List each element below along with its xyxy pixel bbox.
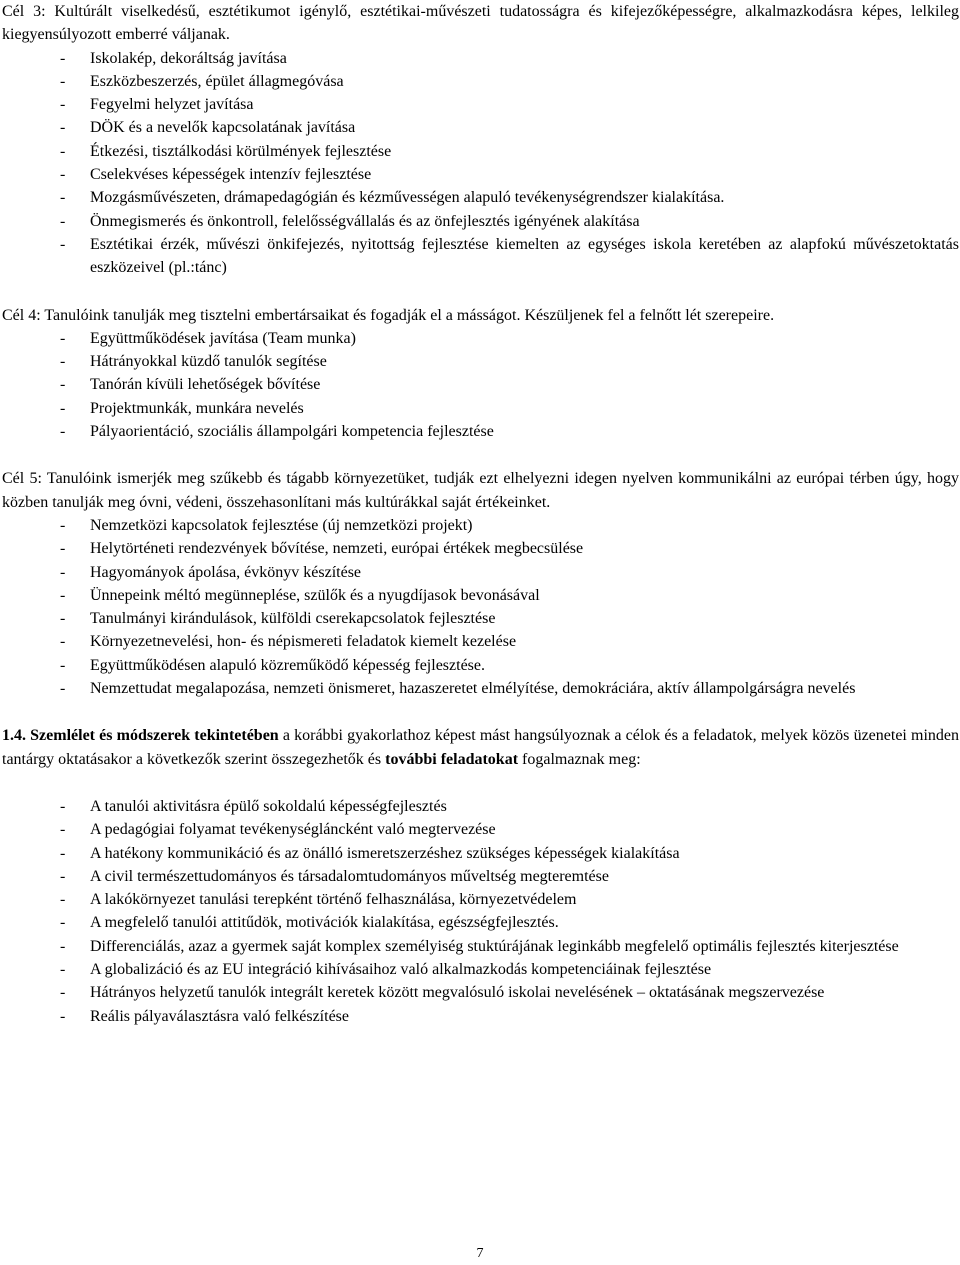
list-item	[2, 397, 959, 420]
list-item	[2, 888, 959, 911]
list-item	[2, 795, 959, 818]
list-item	[2, 327, 959, 350]
list-item	[2, 654, 959, 677]
list-item-text: Tanórán kívüli lehetőségek bővítése	[90, 376, 321, 394]
bullet-dash: -	[60, 844, 66, 862]
bullet-dash: -	[60, 353, 66, 371]
bullet-dash: -	[60, 984, 66, 1002]
list-item	[2, 1005, 959, 1028]
section-bold-b: további feladatokat	[385, 750, 519, 768]
bullet-dash: -	[60, 189, 66, 207]
bullet-dash: -	[60, 399, 66, 417]
list-item-text: Ünnepeink méltó megünneplése, szülők és a nyugdíjasok bevonásával	[90, 586, 540, 604]
list-item	[2, 210, 959, 233]
list-item-text: DÖK és a nevelők kapcsolatának javítása	[90, 119, 356, 137]
list-item	[2, 677, 959, 700]
list-item	[2, 233, 959, 280]
list-item	[2, 70, 959, 93]
bullet-dash: -	[60, 821, 66, 839]
list-item	[2, 514, 959, 537]
list-item	[2, 47, 959, 70]
spacer	[2, 443, 959, 467]
list-item-text: Nemzetközi kapcsolatok fejlesztése (új nemzetközi projekt)	[90, 516, 473, 534]
list-item	[2, 420, 959, 443]
list-item-text: Mozgásművészeten, drámapedagógián és kézművességen alapuló tevékenységrendszer kialakítása.	[90, 189, 725, 207]
list-item-text: Önmegismerés és önkontroll, felelősségvállalás és az önfejlesztés igényének alakítása	[90, 212, 640, 230]
list-item-text: Együttműködésen alapuló közreműködő képesség fejlesztése.	[90, 656, 485, 674]
list-item-text: A megfelelő tanulói attitűdök, motivációk kialakítása, egészségfejlesztés.	[90, 914, 559, 932]
list-item	[2, 584, 959, 607]
bullet-dash: -	[60, 914, 66, 932]
bullet-dash: -	[60, 867, 66, 885]
section-text-a: a korábbi gyakorlathoz képest mást hangsúlyoznak a célok és a feladatok, melyek közös üzenetei minden tantárgy oktatásakor a következők szerint összegezhetők és	[2, 727, 960, 768]
list-item-text: Hátrányokkal küzdő tanulók segítése	[90, 353, 327, 371]
list-item	[2, 163, 959, 186]
list-item	[2, 630, 959, 653]
bullet-dash: -	[60, 142, 66, 160]
bullet-dash: -	[60, 680, 66, 698]
list-item-text: Reális pályaválasztásra való felkészítése	[90, 1007, 349, 1025]
list-item-text: A pedagógiai folyamat tevékenységláncként való megtervezése	[90, 821, 496, 839]
list-item-text: Étkezési, tisztálkodási körülmények fejlesztése	[90, 142, 392, 160]
bullet-dash: -	[60, 960, 66, 978]
document-page	[2, 0, 959, 1028]
list-item	[2, 116, 959, 139]
section-number: 1.4.	[2, 727, 26, 745]
list-item	[2, 935, 959, 958]
list-item	[2, 93, 959, 116]
list-item-text: Eszközbeszerzés, épület állagmegóvása	[90, 72, 344, 90]
bullet-dash: -	[60, 656, 66, 674]
list-item	[2, 350, 959, 373]
spacer	[2, 700, 959, 724]
list-item-text: Iskolakép, dekoráltság javítása	[90, 49, 287, 67]
section-heading: Szemlélet és módszerek tekintetében	[30, 727, 279, 745]
section-text-c: fogalmaznak meg:	[518, 750, 641, 768]
list-item-text: A civil természettudományos és társadalomtudományos műveltség megteremtése	[90, 867, 609, 885]
list-item-text: Hátrányos helyzetű tanulók integrált keretek között megvalósuló iskolai nevelésének – oktatásának megszervezése	[90, 984, 825, 1002]
list-item-text: Tanulmányi kirándulások, külföldi cserekapcsolatok fejlesztése	[90, 610, 496, 628]
list-item-text: A globalizáció és az EU integráció kihívásaihoz való alkalmazkodás kompetenciáinak fejlesztése	[90, 960, 712, 978]
bullet-dash: -	[60, 49, 66, 67]
spacer	[2, 280, 959, 304]
list-item	[2, 981, 959, 1004]
list-item	[2, 186, 959, 209]
goal-4-intro: Cél 4: Tanulóink tanulják meg tisztelni embertársaikat és fogadják el a másságot. Készüljenek fel a felnőtt lét szerepeire.	[2, 306, 775, 324]
bullet-dash: -	[60, 72, 66, 90]
bullet-dash: -	[60, 633, 66, 651]
bullet-dash: -	[60, 891, 66, 909]
goal-3-intro: Cél 3: Kultúrált viselkedésű, esztétikumot igénylő, esztétikai-művészeti tudatosságra és kifejezőképességre, alkalmazkodásra képes, lelkileg kiegyensúlyozott emberré váljanak.	[2, 3, 959, 44]
bullet-dash: -	[60, 937, 66, 955]
bullet-dash: -	[60, 797, 66, 815]
bullet-dash: -	[60, 1007, 66, 1025]
section-1-4-list	[2, 795, 959, 1028]
list-item-text: A tanulói aktivitásra épülő sokoldalú képességfejlesztés	[90, 797, 447, 815]
list-item-text: A lakókörnyezet tanulási terepként történő felhasználása, környezetvédelem	[90, 891, 577, 909]
list-item	[2, 607, 959, 630]
list-item-text: Cselekvéses képességek intenzív fejlesztése	[90, 166, 372, 184]
list-item	[2, 537, 959, 560]
bullet-dash: -	[60, 96, 66, 114]
list-item-text: Differenciálás, azaz a gyermek saját komplex személyiség stuktúrájának leginkább megfelelő optimális fejlesztés kiterjesztése	[90, 937, 899, 955]
list-item-text: Fegyelmi helyzet javítása	[90, 96, 254, 114]
list-item-text: A hatékony kommunikáció és az önálló ismeretszerzéshez szükséges képességek kialakítása	[90, 844, 680, 862]
goal-5-intro: Cél 5: Tanulóink ismerjék meg szűkebb és tágabb környezetüket, tudják ezt elhelyezni idegen nyelven kommunikálni az európai térben úgy, hogy közben tanulják meg óvni, védeni, összehasonlítani más kultúrákkal saját értékeinket.	[2, 470, 959, 511]
bullet-dash: -	[60, 212, 66, 230]
bullet-dash: -	[60, 119, 66, 137]
goal-4-list	[2, 327, 959, 443]
list-item-text: Környezetnevelési, hon- és népismereti feladatok kiemelt kezelése	[90, 633, 517, 651]
bullet-dash: -	[60, 376, 66, 394]
list-item	[2, 911, 959, 934]
list-item-text: Hagyományok ápolása, évkönyv készítése	[90, 563, 362, 581]
list-item-text: Helytörténeti rendezvények bővítése, nemzeti, európai értékek megbecsülése	[90, 540, 584, 558]
list-item	[2, 958, 959, 981]
bullet-dash: -	[60, 166, 66, 184]
page-number: 7	[476, 1246, 484, 1261]
list-item	[2, 373, 959, 396]
bullet-dash: -	[60, 329, 66, 347]
bullet-dash: -	[60, 563, 66, 581]
bullet-dash: -	[60, 423, 66, 441]
bullet-dash: -	[60, 610, 66, 628]
spacer	[2, 771, 959, 795]
bullet-dash: -	[60, 516, 66, 534]
bullet-dash: -	[60, 235, 66, 253]
bullet-dash: -	[60, 586, 66, 604]
list-item	[2, 818, 959, 841]
list-item-text: Esztétikai érzék, művészi önkifejezés, nyitottság fejlesztése kiemelten az egységes iskola keretében az alapfokú művészetoktatás eszközeivel (pl.:tánc)	[90, 235, 959, 277]
list-item	[2, 842, 959, 865]
goal-3-list	[2, 47, 959, 280]
goal-5-list	[2, 514, 959, 700]
section-1-4-paragraph	[2, 724, 959, 771]
list-item-text: Pályaorientáció, szociális állampolgári kompetencia fejlesztése	[90, 423, 494, 441]
bullet-dash: -	[60, 540, 66, 558]
list-item	[2, 865, 959, 888]
list-item	[2, 140, 959, 163]
list-item-text: Együttműködések javítása (Team munka)	[90, 329, 356, 347]
list-item	[2, 561, 959, 584]
list-item-text: Nemzettudat megalapozása, nemzeti önismeret, hazaszeretet elmélyítése, demokráciára, aktív állampolgárságra nevelés	[90, 680, 856, 698]
list-item-text: Projektmunkák, munkára nevelés	[90, 399, 304, 417]
